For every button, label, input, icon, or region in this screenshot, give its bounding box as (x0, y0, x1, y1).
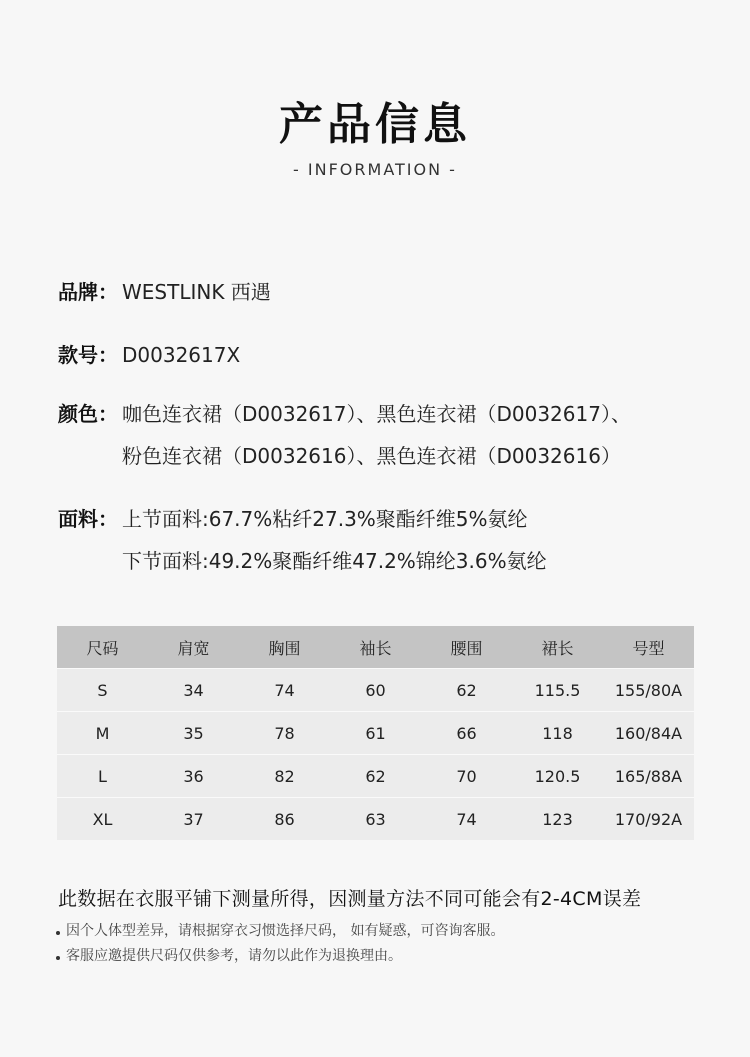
table-cell: 74 (421, 798, 512, 841)
table-cell: 118 (512, 712, 603, 755)
table-cell: 62 (330, 755, 421, 798)
table-cell: XL (57, 798, 148, 841)
table-cell: 60 (330, 669, 421, 712)
table-cell: 62 (421, 669, 512, 712)
color-label: 颜色： (58, 402, 118, 426)
table-cell: 160/84A (603, 712, 694, 755)
fabric-row (58, 505, 547, 575)
style-no-value: D0032617X (122, 343, 241, 367)
table-cell: 63 (330, 798, 421, 841)
table-cell: M (57, 712, 148, 755)
color-line-2: 粉色连衣裙（D0032616）、黑色连衣裙（D0032616） (122, 444, 621, 468)
table-cell: S (57, 669, 148, 712)
table-cell: 165/88A (603, 755, 694, 798)
table-cell: 70 (421, 755, 512, 798)
table-row (57, 755, 694, 798)
measurement-note: 此数据在衣服平铺下测量所得，因测量方法不同可能会有2-4CM误差 (58, 888, 642, 910)
note-item (56, 920, 504, 940)
table-cell: 86 (239, 798, 330, 841)
table-cell: 74 (239, 669, 330, 712)
page-subtitle: - INFORMATION - (293, 160, 457, 179)
table-header-cell: 号型 (603, 626, 694, 669)
table-header-cell: 胸围 (239, 626, 330, 669)
note-item (56, 945, 402, 965)
note-item-text: 因个人体型差异，请根据穿衣习惯选择尺码， 如有疑惑，可咨询客服。 (66, 923, 505, 939)
bullet-icon (56, 956, 60, 960)
table-cell: 78 (239, 712, 330, 755)
table-cell: 170/92A (603, 798, 694, 841)
table-cell: 34 (148, 669, 239, 712)
table-cell: 82 (239, 755, 330, 798)
table-header-cell: 袖长 (330, 626, 421, 669)
table-cell: 66 (421, 712, 512, 755)
table-cell: 120.5 (512, 755, 603, 798)
table-header-cell: 肩宽 (148, 626, 239, 669)
table-cell: 37 (148, 798, 239, 841)
color-row (58, 400, 631, 470)
table-header-cell: 尺码 (57, 626, 148, 669)
table-cell: L (57, 755, 148, 798)
page-title: 产品信息 (279, 99, 471, 150)
brand-value: WESTLINK 西遇 (122, 280, 271, 304)
table-cell: 155/80A (603, 669, 694, 712)
note-item-text: 客服应邀提供尺码仅供参考，请勿以此作为退换理由。 (66, 948, 402, 964)
size-table (57, 626, 694, 840)
table-row (57, 798, 694, 841)
brand-row (58, 278, 271, 306)
table-header-row (57, 626, 694, 669)
fabric-line-1: 上节面料:67.7%粘纤27.3%聚酯纤维5%氨纶 (122, 507, 528, 531)
table-header-cell: 裙长 (512, 626, 603, 669)
table-cell: 61 (330, 712, 421, 755)
table-cell: 115.5 (512, 669, 603, 712)
table-cell: 123 (512, 798, 603, 841)
style-no-label: 款号： (58, 343, 118, 367)
table-row (57, 712, 694, 755)
fabric-line-2: 下节面料:49.2%聚酯纤维47.2%锦纶3.6%氨纶 (122, 549, 547, 573)
style-no-row (58, 341, 240, 369)
brand-label: 品牌： (58, 280, 118, 304)
table-cell: 36 (148, 755, 239, 798)
color-line-1: 咖色连衣裙（D0032617）、黑色连衣裙（D0032617）、 (122, 402, 631, 426)
fabric-label: 面料： (58, 507, 118, 531)
table-cell: 35 (148, 712, 239, 755)
bullet-icon (56, 931, 60, 935)
table-row (57, 669, 694, 712)
table-header-cell: 腰围 (421, 626, 512, 669)
